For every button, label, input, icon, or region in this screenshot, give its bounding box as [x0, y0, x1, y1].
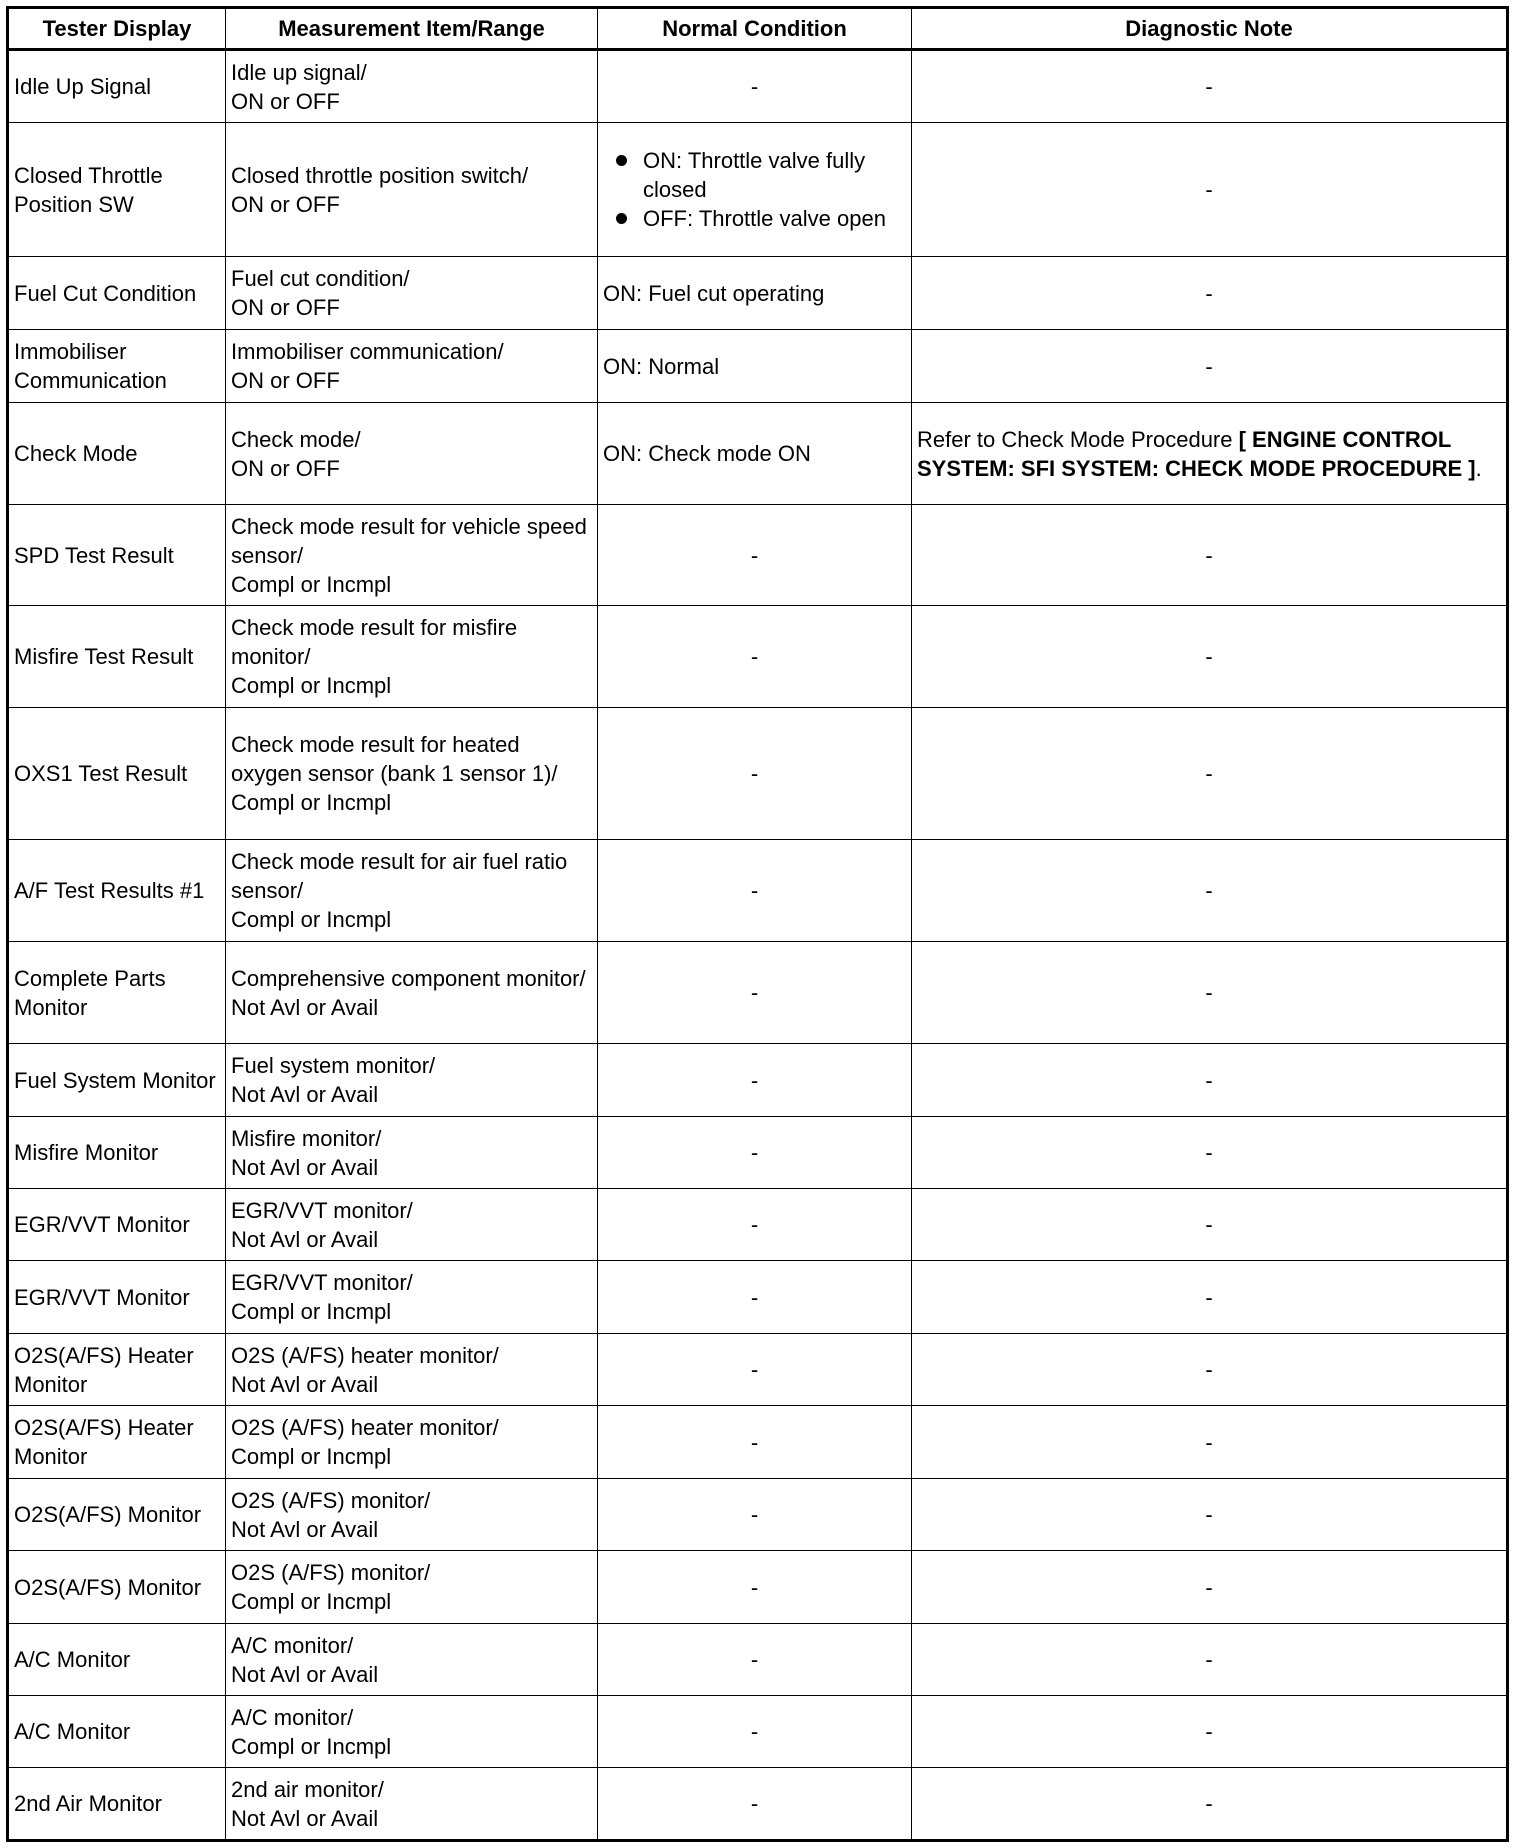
normal-condition-cell: -	[598, 1189, 912, 1261]
header-diagnostic-note: Diagnostic Note	[912, 8, 1508, 50]
measurement-line: EGR/VVT monitor/	[231, 1270, 413, 1295]
measurement-line: Not Avl or Avail	[231, 1661, 379, 1687]
table-row	[8, 123, 1508, 257]
diagnostic-note-cell: -	[912, 1624, 1508, 1696]
note-text: .	[1475, 455, 1482, 481]
measurement-line: Not Avl or Avail	[231, 994, 379, 1020]
measurement-cell	[226, 1189, 598, 1261]
tester-display-cell: Fuel Cut Condition	[8, 257, 226, 330]
normal-condition-cell: -	[598, 1768, 912, 1841]
normal-condition-cell: -	[598, 1406, 912, 1479]
measurement-line: Compl or Incmpl	[231, 673, 392, 698]
table-row	[8, 942, 1508, 1044]
diagnostic-note-cell: -	[912, 1044, 1508, 1117]
measurement-line: Not Avl or Avail	[231, 1082, 379, 1107]
measurement-cell	[226, 1334, 598, 1406]
normal-condition-item	[643, 146, 906, 204]
normal-condition-cell	[598, 123, 912, 257]
table-row	[8, 1479, 1508, 1551]
measurement-cell	[226, 1117, 598, 1189]
measurement-line: Fuel system monitor/	[231, 1053, 436, 1078]
measurement-line: Check mode result for vehicle speed sensor/	[231, 513, 587, 568]
measurement-line: Check mode result for air fuel ratio sensor/	[231, 849, 568, 903]
diagnostic-note-cell: -	[912, 1696, 1508, 1768]
table-row	[8, 1696, 1508, 1768]
diagnostic-note-cell: -	[912, 505, 1508, 606]
normal-condition-cell: -	[598, 840, 912, 942]
table-row	[8, 257, 1508, 330]
bullet-icon	[616, 213, 627, 224]
measurement-line: Fuel cut condition/	[231, 266, 410, 291]
measurement-line: Compl or Incmpl	[231, 1733, 392, 1759]
tester-display-cell: OXS1 Test Result	[8, 708, 226, 840]
data-list-table	[6, 6, 1509, 1842]
measurement-line: ON or OFF	[231, 88, 340, 114]
measurement-line: ON or OFF	[231, 191, 340, 217]
measurement-line: Compl or Incmpl	[231, 790, 392, 815]
table-row	[8, 1189, 1508, 1261]
bullet-icon	[616, 155, 627, 166]
measurement-line: Compl or Incmpl	[231, 571, 392, 597]
tester-display-cell: A/C Monitor	[8, 1624, 226, 1696]
measurement-line: Closed throttle position switch/	[231, 162, 529, 188]
measurement-cell	[226, 257, 598, 330]
tester-display-cell: Closed Throttle Position SW	[8, 123, 226, 257]
table-row	[8, 1044, 1508, 1117]
diagnostic-note-cell: -	[912, 123, 1508, 257]
normal-condition-text: OFF: Throttle valve open	[643, 206, 886, 231]
normal-condition-cell: ON: Fuel cut operating	[598, 257, 912, 330]
diagnostic-note-cell: -	[912, 606, 1508, 708]
table-row	[8, 1406, 1508, 1479]
table-row	[8, 50, 1508, 123]
table-row	[8, 403, 1508, 505]
tester-display-cell: O2S(A/FS) Heater Monitor	[8, 1334, 226, 1406]
table-row	[8, 1261, 1508, 1334]
measurement-line: Comprehensive component monitor/	[231, 965, 586, 991]
tester-display-cell: Idle Up Signal	[8, 50, 226, 123]
header-row	[8, 8, 1508, 50]
measurement-line: EGR/VVT monitor/	[231, 1197, 413, 1223]
measurement-line: A/C monitor/	[231, 1632, 354, 1658]
measurement-line: Not Avl or Avail	[231, 1226, 379, 1252]
diagnostic-note-cell: -	[912, 257, 1508, 330]
measurement-cell	[226, 1696, 598, 1768]
note-text: Refer to Check Mode Procedure	[917, 426, 1239, 452]
diagnostic-note-cell: -	[912, 1479, 1508, 1551]
normal-condition-cell: -	[598, 942, 912, 1044]
measurement-line: Immobiliser communication/	[231, 339, 504, 364]
measurement-cell	[226, 1261, 598, 1334]
diagnostic-note-cell: -	[912, 330, 1508, 403]
measurement-line: Compl or Incmpl	[231, 907, 392, 932]
header-normal-condition: Normal Condition	[598, 8, 912, 50]
measurement-line: O2S (A/FS) heater monitor/	[231, 1415, 499, 1440]
table-row	[8, 330, 1508, 403]
tester-display-cell: O2S(A/FS) Monitor	[8, 1551, 226, 1624]
tester-display-cell: EGR/VVT Monitor	[8, 1261, 226, 1334]
tester-display-cell: SPD Test Result	[8, 505, 226, 606]
measurement-cell	[226, 942, 598, 1044]
tester-display-cell: Check Mode	[8, 403, 226, 505]
diagnostic-note-cell: -	[912, 1261, 1508, 1334]
tester-display-cell: O2S(A/FS) Heater Monitor	[8, 1406, 226, 1479]
tester-display-cell: Immobiliser Communication	[8, 330, 226, 403]
measurement-line: Check mode/	[231, 426, 361, 452]
measurement-cell	[226, 123, 598, 257]
normal-condition-cell: -	[598, 505, 912, 606]
tester-display-cell: EGR/VVT Monitor	[8, 1189, 226, 1261]
diagnostic-note-cell	[912, 403, 1508, 505]
normal-condition-cell: -	[598, 708, 912, 840]
measurement-line: Check mode result for heated oxygen sensor (bank 1 sensor 1)/	[231, 732, 558, 786]
normal-condition-cell: -	[598, 1624, 912, 1696]
measurement-cell	[226, 708, 598, 840]
normal-condition-cell: ON: Check mode ON	[598, 403, 912, 505]
diagnostic-note-cell: -	[912, 1117, 1508, 1189]
table-row	[8, 505, 1508, 606]
tester-display-cell: Fuel System Monitor	[8, 1044, 226, 1117]
measurement-line: Compl or Incmpl	[231, 1299, 392, 1324]
measurement-cell	[226, 1406, 598, 1479]
measurement-line: Misfire monitor/	[231, 1125, 382, 1151]
measurement-line: Compl or Incmpl	[231, 1444, 392, 1469]
measurement-cell	[226, 330, 598, 403]
measurement-line: A/C monitor/	[231, 1704, 354, 1730]
measurement-line: Not Avl or Avail	[231, 1805, 379, 1831]
normal-condition-cell: -	[598, 1334, 912, 1406]
measurement-line: ON or OFF	[231, 368, 340, 393]
measurement-line: O2S (A/FS) monitor/	[231, 1487, 431, 1513]
measurement-cell	[226, 505, 598, 606]
measurement-line: Not Avl or Avail	[231, 1516, 379, 1542]
measurement-line: Not Avl or Avail	[231, 1371, 379, 1397]
normal-condition-cell: -	[598, 1261, 912, 1334]
measurement-cell	[226, 1768, 598, 1841]
measurement-cell	[226, 1551, 598, 1624]
measurement-cell	[226, 606, 598, 708]
diagnostic-note-cell: -	[912, 840, 1508, 942]
table-row	[8, 606, 1508, 708]
diagnostic-note-cell: -	[912, 1406, 1508, 1479]
diagnostic-note-cell: -	[912, 1334, 1508, 1406]
measurement-cell	[226, 50, 598, 123]
normal-condition-cell: ON: Normal	[598, 330, 912, 403]
table-row	[8, 1551, 1508, 1624]
normal-condition-cell: -	[598, 1551, 912, 1624]
tester-display-cell: Misfire Monitor	[8, 1117, 226, 1189]
table-row	[8, 1334, 1508, 1406]
normal-condition-item	[643, 204, 906, 233]
measurement-cell	[226, 403, 598, 505]
header-tester-display: Tester Display	[8, 8, 226, 50]
normal-condition-cell: -	[598, 50, 912, 123]
table-row	[8, 1117, 1508, 1189]
table-row	[8, 840, 1508, 942]
normal-condition-cell: -	[598, 1696, 912, 1768]
measurement-cell	[226, 1044, 598, 1117]
diagnostic-note-cell: -	[912, 708, 1508, 840]
table-row	[8, 1768, 1508, 1841]
tester-display-cell: Misfire Test Result	[8, 606, 226, 708]
normal-condition-cell: -	[598, 1044, 912, 1117]
measurement-line: O2S (A/FS) monitor/	[231, 1560, 431, 1585]
normal-condition-cell: -	[598, 1117, 912, 1189]
measurement-line: Idle up signal/	[231, 59, 367, 85]
measurement-cell	[226, 1479, 598, 1551]
normal-condition-cell: -	[598, 1479, 912, 1551]
measurement-line: Check mode result for misfire monitor/	[231, 615, 518, 669]
measurement-cell	[226, 840, 598, 942]
tester-display-cell: O2S(A/FS) Monitor	[8, 1479, 226, 1551]
procedure-link[interactable]: [ ENGINE CONTROL SYSTEM: SFI SYSTEM: CHECK MODE PROCEDURE ]	[917, 426, 1476, 481]
measurement-cell	[226, 1624, 598, 1696]
normal-condition-cell: -	[598, 606, 912, 708]
diagnostic-note-cell: -	[912, 1551, 1508, 1624]
measurement-line: Not Avl or Avail	[231, 1154, 379, 1180]
diagnostic-note-cell: -	[912, 1189, 1508, 1261]
normal-condition-list	[603, 146, 906, 233]
measurement-line: ON or OFF	[231, 455, 340, 481]
tester-display-cell: A/C Monitor	[8, 1696, 226, 1768]
table-row	[8, 1624, 1508, 1696]
measurement-line: ON or OFF	[231, 295, 340, 320]
measurement-line: O2S (A/FS) heater monitor/	[231, 1342, 499, 1368]
normal-condition-text: ON: Throttle valve fully closed	[643, 148, 866, 202]
measurement-line: 2nd air monitor/	[231, 1776, 384, 1802]
diagnostic-note-cell: -	[912, 942, 1508, 1044]
table-row	[8, 708, 1508, 840]
tester-display-cell: A/F Test Results #1	[8, 840, 226, 942]
tester-display-cell: Complete Parts Monitor	[8, 942, 226, 1044]
diagnostic-note-cell: -	[912, 1768, 1508, 1841]
diagnostic-note-cell: -	[912, 50, 1508, 123]
measurement-line: Compl or Incmpl	[231, 1589, 392, 1614]
table-body	[8, 50, 1508, 1841]
tester-display-cell: 2nd Air Monitor	[8, 1768, 226, 1841]
header-measurement: Measurement Item/Range	[226, 8, 598, 50]
